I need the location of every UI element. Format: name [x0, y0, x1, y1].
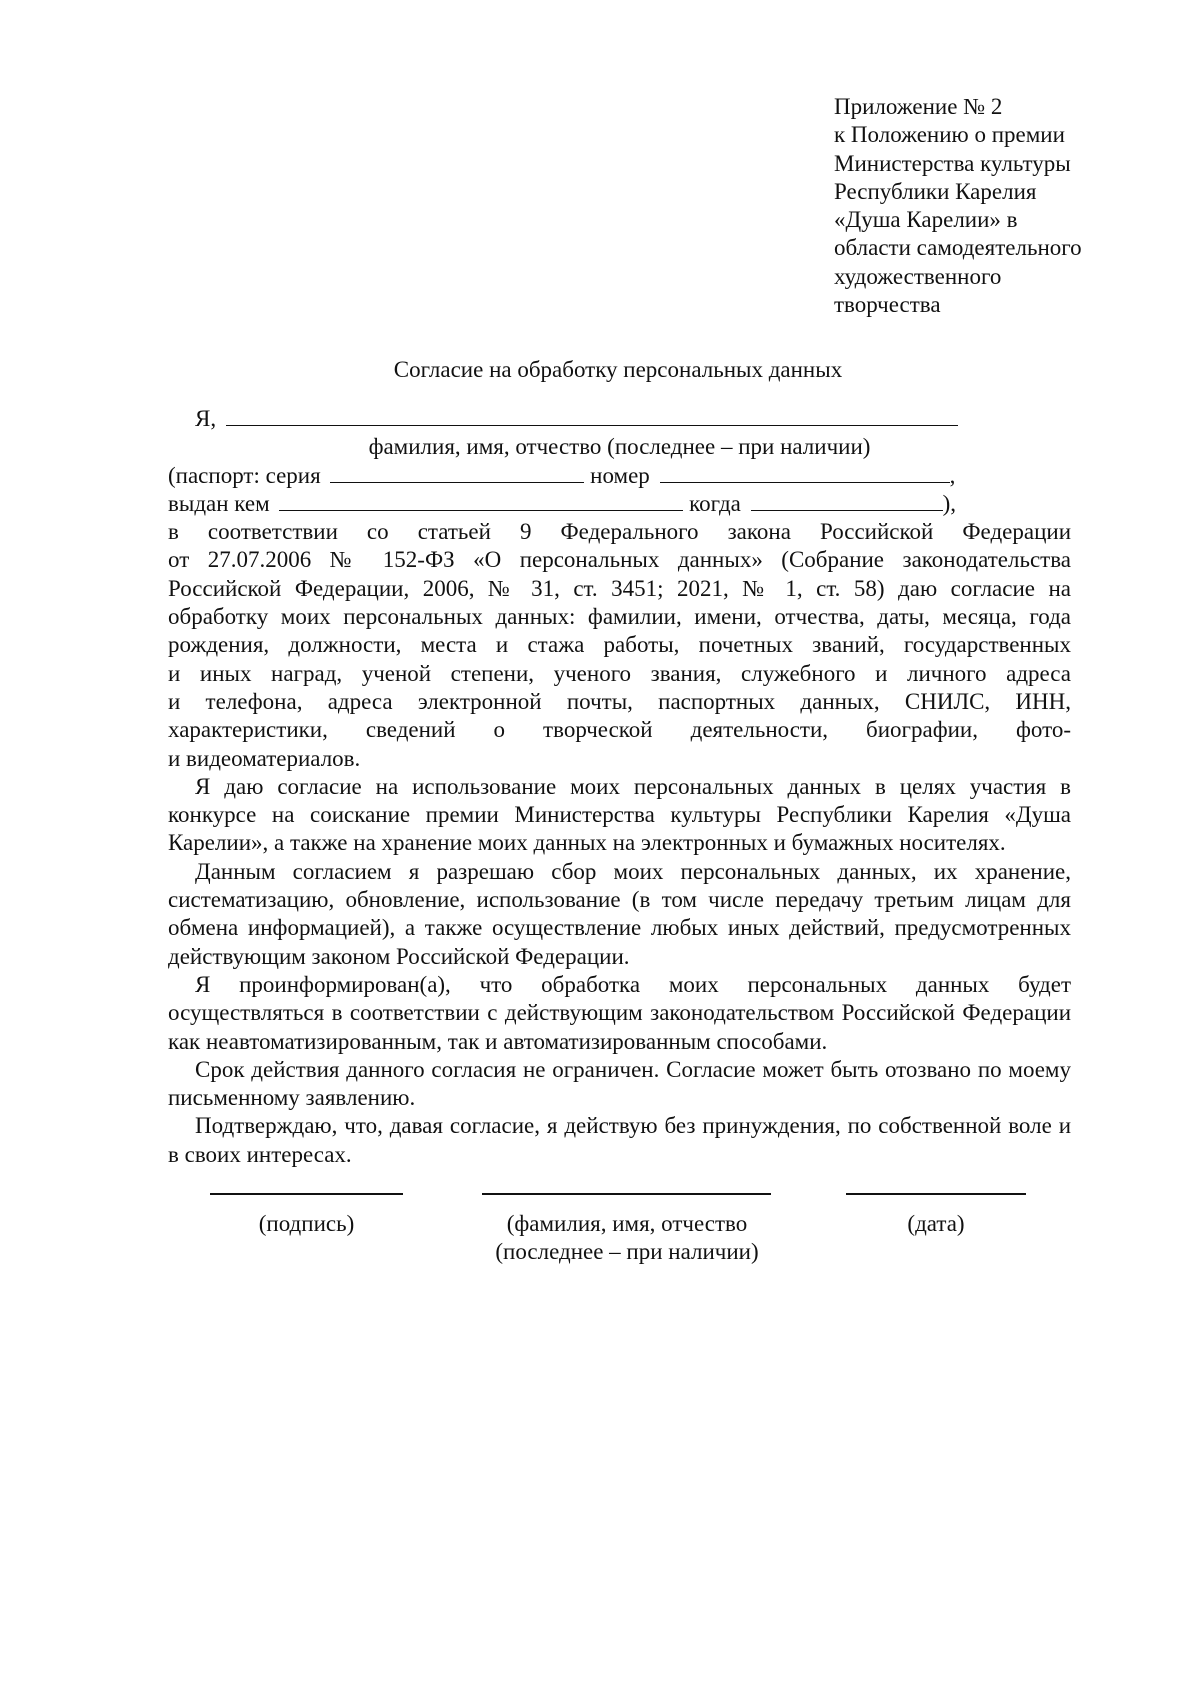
paragraph-confirmation: Подтверждаю, что, давая согласие, я действую без принуждения, по собственной воле и в своих интересах.	[168, 1113, 1071, 1167]
date-field[interactable]	[846, 1193, 1026, 1195]
issued-by-field[interactable]	[279, 490, 683, 511]
consent-line: Российской Федерации, 2006, № 31, ст. 3451; 2021, № 1, ст. 58) даю согласие на	[168, 575, 1071, 601]
passport-label: (паспорт: серия	[168, 462, 321, 488]
consent-line: и телефона, адреса электронной почты, паспортных данных, СНИЛС, ИНН,	[168, 688, 1071, 714]
ya-label: Я,	[195, 406, 217, 431]
appendix-line: области самодеятельного	[834, 235, 1082, 261]
consent-line: и иных наград, ученой степени, ученого звания, служебного и личного адреса	[168, 660, 1071, 686]
appendix-line: Министерства культуры	[834, 150, 1071, 176]
consent-line: в соответствии со статьей 9 Федерального закона Российской Федерации	[168, 519, 1071, 545]
paragraph-permissions: Данным согласием я разрешаю сбор моих персональных данных, их хранение, систематизацию, обновление, использование (в том числе передачу третьим лицам для обмена информацией), а также осуществление любых иных действий, предусмотренных действующим законом Российской Федерации.	[168, 858, 1071, 969]
issue-date-field[interactable]	[751, 490, 943, 511]
appendix-line: творчества	[834, 292, 941, 318]
signer-fio-caption	[452, 1210, 802, 1267]
document-body	[168, 405, 1071, 1169]
when-label: когда	[689, 490, 741, 516]
appendix-line: к Положению о премии	[834, 122, 1065, 148]
signer-fio-caption-line2: (последнее – при наличии)	[495, 1239, 759, 1265]
comma: ,	[949, 462, 956, 488]
appendix-header	[834, 93, 1174, 319]
appendix-line: художественного	[834, 263, 1002, 289]
number-label: номер	[590, 462, 650, 488]
consent-line: и видеоматериалов.	[168, 745, 361, 771]
signature-caption: (подпись)	[258, 1211, 355, 1236]
consent-line: от 27.07.2006 № 152-ФЗ «О персональных данных» (Собрание законодательства	[168, 547, 1071, 573]
passport-series-field[interactable]	[330, 462, 584, 483]
appendix-line: Республики Карелия	[834, 178, 1037, 204]
paragraph-informed: Я проинформирован(а), что обработка моих персональных данных будет осуществляться в соответствии с действующим законодательством Российской Федерации как неавтоматизированным, так и автоматизированным способами.	[168, 971, 1071, 1054]
passport-number-field[interactable]	[660, 462, 950, 483]
consent-line: рождения, должности, места и стажа работы, почетных званий, государственных	[168, 632, 1071, 658]
appendix-line: Приложение № 2	[834, 94, 1003, 119]
signature-field[interactable]	[210, 1193, 403, 1195]
consent-line: обработку моих персональных данных: фамилии, имени, отчества, даты, месяца, года	[168, 604, 1071, 630]
date-caption: (дата)	[907, 1211, 965, 1236]
document-title: Согласие на обработку персональных данных	[393, 357, 843, 382]
issued-label: выдан кем	[168, 490, 270, 516]
paragraph-term: Срок действия данного согласия не ограничен. Согласие может быть отозвано по моему письменному заявлению.	[168, 1056, 1071, 1111]
signer-fio-caption-line1: (фамилия, имя, отчество	[506, 1211, 748, 1236]
paragraph-purpose: Я даю согласие на использование моих персональных данных в целях участия в конкурсе на соискание премии Министерства культуры Республики Карелия «Душа Карелии», а также на хранение моих данных на электронных и бумажных носителях.	[168, 773, 1071, 856]
appendix-line: «Душа Карелии» в	[834, 207, 1018, 233]
signer-fio-field[interactable]	[482, 1193, 771, 1195]
fio-caption: фамилия, имя, отчество (последнее – при наличии)	[368, 434, 871, 460]
consent-line: характеристики, сведений о творческой деятельности, биографии, фото-	[168, 717, 1071, 743]
fio-field[interactable]	[226, 405, 958, 426]
close-paren: ),	[942, 490, 957, 516]
passport-line	[168, 462, 1071, 490]
name-line	[168, 405, 1071, 433]
issued-line	[168, 490, 1071, 518]
